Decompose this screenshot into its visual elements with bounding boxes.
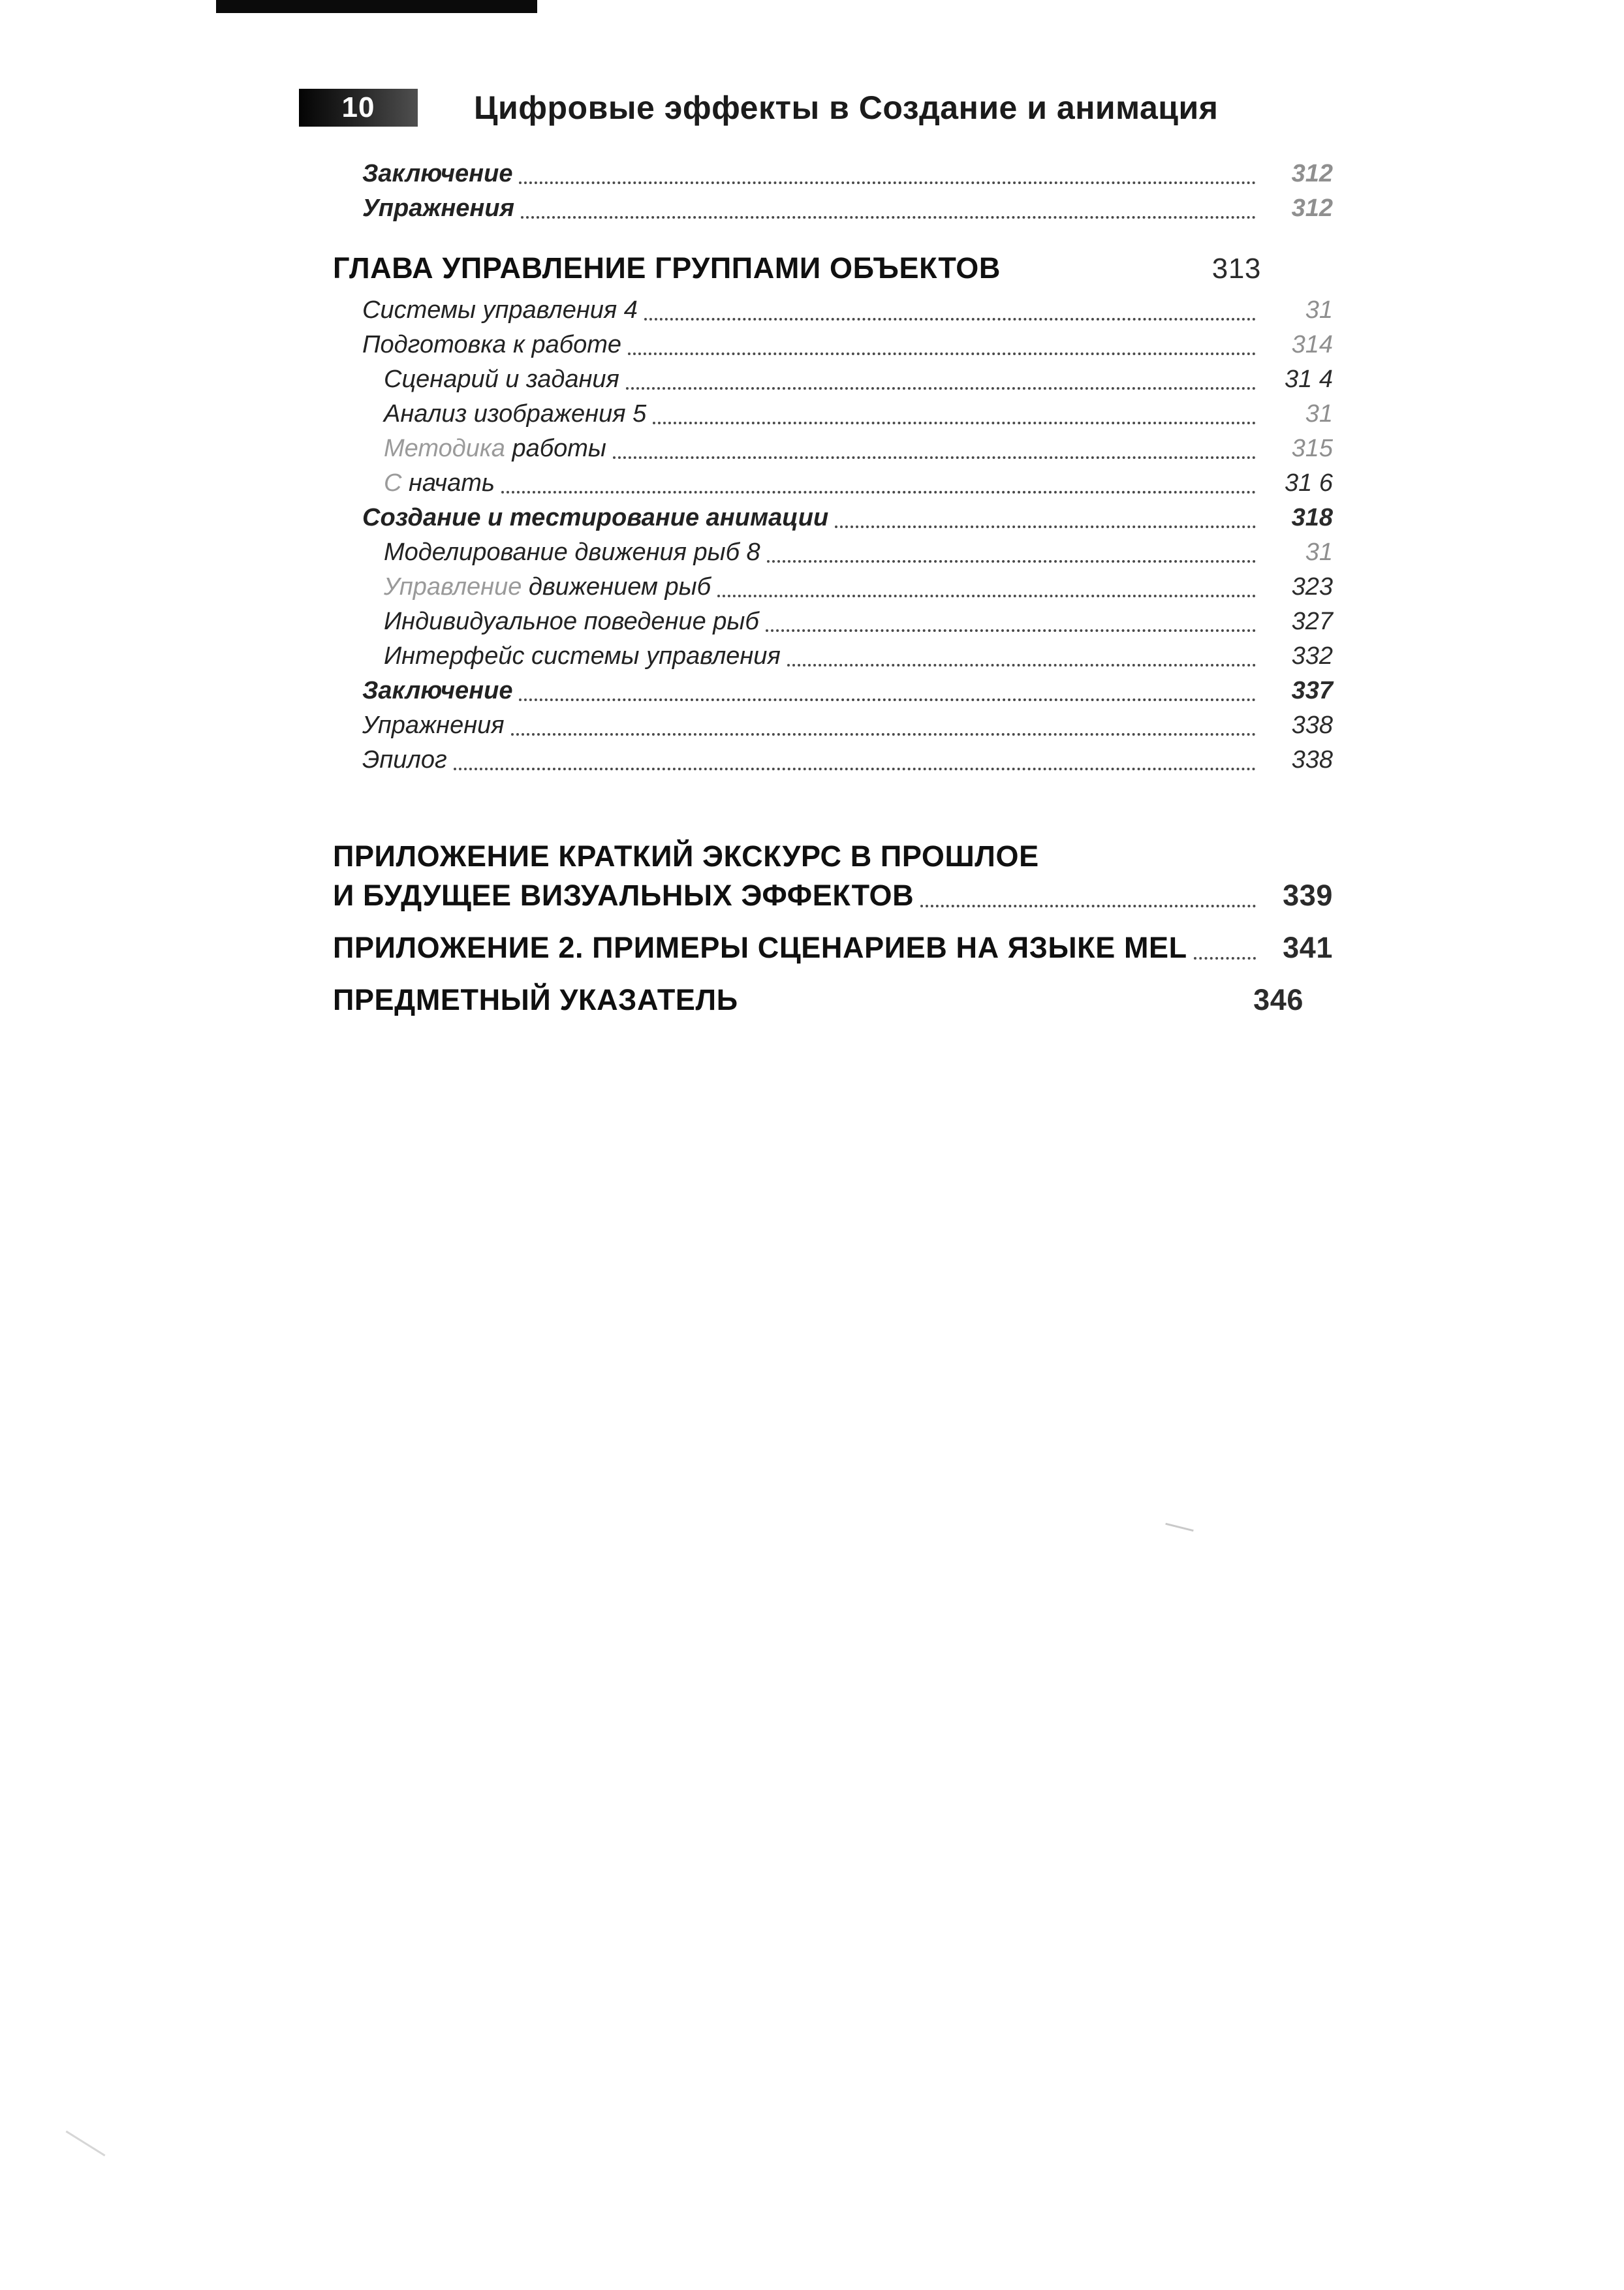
toc-entry-label: Анализ изображения 5 (384, 400, 647, 428)
toc-entry-page: 338 (1291, 712, 1333, 739)
toc-entry-label-faded: Методика (384, 435, 512, 462)
toc-entry (333, 838, 1333, 875)
toc-entry-page: 337 (1291, 677, 1333, 704)
toc-entry-label: И БУДУЩЕЕ ВИЗУАЛЬНЫХ ЭФФЕКТОВ (333, 879, 914, 912)
toc-entry-page: 315 (1291, 435, 1333, 462)
dot-leader (626, 387, 1256, 390)
toc-entry (333, 743, 1333, 777)
toc-entry-label: Методика работы (384, 435, 606, 462)
toc-entry-page: 323 (1291, 573, 1333, 601)
toc-entry-page: 318 (1291, 504, 1333, 531)
toc-entry-label: Сценарий и задания (384, 366, 619, 393)
toc-entry (333, 929, 1333, 967)
toc-entry-label: Эпилог (362, 746, 447, 774)
toc-entry-page: 339 (1283, 879, 1333, 912)
scan-artifact-scratch (1165, 1523, 1193, 1532)
dot-leader (501, 491, 1256, 494)
toc-entry-label: Заключение (362, 160, 513, 187)
toc-entry-page: 341 (1283, 931, 1333, 964)
toc-entry (333, 431, 1333, 466)
dot-leader (644, 318, 1256, 321)
toc-entry-label: ПРИЛОЖЕНИЕ КРАТКИЙ ЭКСКУРС В ПРОШЛОЕ (333, 839, 1039, 873)
toc-entry-label: Моделирование движения рыб 8 (384, 539, 760, 566)
dot-leader (511, 733, 1256, 736)
toc-entry-page: 31 (1305, 296, 1333, 324)
toc-entry (333, 501, 1333, 535)
scan-artifact-scratch (66, 2131, 106, 2157)
dot-leader (613, 456, 1256, 459)
page-number-badge (299, 89, 418, 127)
toc-entry (333, 293, 1333, 328)
toc-entry (333, 981, 1333, 1019)
table-of-contents (333, 157, 1333, 1019)
toc-entry (333, 328, 1333, 362)
toc-entry-page: 31 6 (1285, 469, 1333, 497)
toc-entry-page: 314 (1291, 331, 1333, 358)
dot-leader (766, 629, 1256, 632)
toc-entry-label: Упражнения (362, 195, 514, 222)
toc-entry-label: ПРИЛОЖЕНИЕ 2. ПРИМЕРЫ СЦЕНАРИЕВ НА ЯЗЫКЕ MEL (333, 931, 1187, 964)
dot-leader (920, 905, 1256, 907)
toc-entry-page: 313 (1211, 253, 1261, 285)
dot-leader (519, 698, 1256, 701)
toc-entry-label: Индивидуальное поведение рыб (384, 608, 759, 635)
toc-entry (333, 535, 1333, 570)
toc-entry (333, 249, 1333, 288)
toc-entry-page: 327 (1291, 608, 1333, 635)
toc-entry (333, 674, 1333, 708)
dot-leader (835, 525, 1256, 528)
toc-entry-label-faded: Управление (384, 573, 529, 601)
toc-entry-page: 312 (1291, 160, 1333, 187)
toc-entry (333, 639, 1333, 674)
toc-entry-page: 312 (1291, 195, 1333, 222)
toc-entry-page: 31 (1305, 539, 1333, 566)
toc-entry-label: Создание и тестирование анимации (362, 504, 829, 531)
toc-entry-label: Управление движением рыб (384, 573, 711, 601)
toc-entry (333, 877, 1333, 915)
dot-leader (454, 768, 1256, 770)
toc-entry (333, 570, 1333, 604)
toc-entry (333, 708, 1333, 743)
dot-leader (653, 422, 1256, 424)
toc-entry-label: Заключение (362, 677, 513, 704)
dot-leader (628, 353, 1256, 355)
toc-entry-label: С начать (384, 469, 495, 497)
toc-entry-page: 346 (1253, 983, 1304, 1016)
toc-entry (333, 157, 1333, 191)
toc-entry (333, 362, 1333, 397)
toc-entry-label: Упражнения (362, 712, 505, 739)
toc-entry-label: Интерфейс системы управления (384, 642, 781, 670)
page-header (299, 89, 1218, 127)
scan-artifact-top-bar (216, 0, 537, 13)
page-number: 10 (341, 91, 375, 123)
toc-entry-label: Подготовка к работе (362, 331, 622, 358)
dot-leader (1194, 957, 1256, 960)
toc-entry (333, 397, 1333, 431)
toc-entry-label: Системы управления 4 (362, 296, 638, 324)
dot-leader (519, 181, 1256, 184)
dot-leader (767, 560, 1256, 563)
toc-entry-label-faded: С (384, 469, 409, 497)
toc-entry (333, 191, 1333, 226)
toc-entry-page: 338 (1291, 746, 1333, 774)
toc-entry-page: 31 (1305, 400, 1333, 428)
toc-entry (333, 466, 1333, 501)
toc-entry-page: 332 (1291, 642, 1333, 670)
dot-leader (787, 664, 1256, 667)
running-head-title: Цифровые эффекты в Создание и анимация (474, 89, 1219, 126)
toc-entry-label: ГЛАВА УПРАВЛЕНИЕ ГРУППАМИ ОБЪЕКТОВ (333, 251, 1001, 285)
toc-entry-label: ПРЕДМЕТНЫЙ УКАЗАТЕЛЬ (333, 983, 738, 1016)
dot-leader (717, 595, 1256, 597)
toc-entry (333, 604, 1333, 639)
toc-entry-page: 31 4 (1285, 366, 1333, 393)
dot-leader (521, 216, 1256, 219)
